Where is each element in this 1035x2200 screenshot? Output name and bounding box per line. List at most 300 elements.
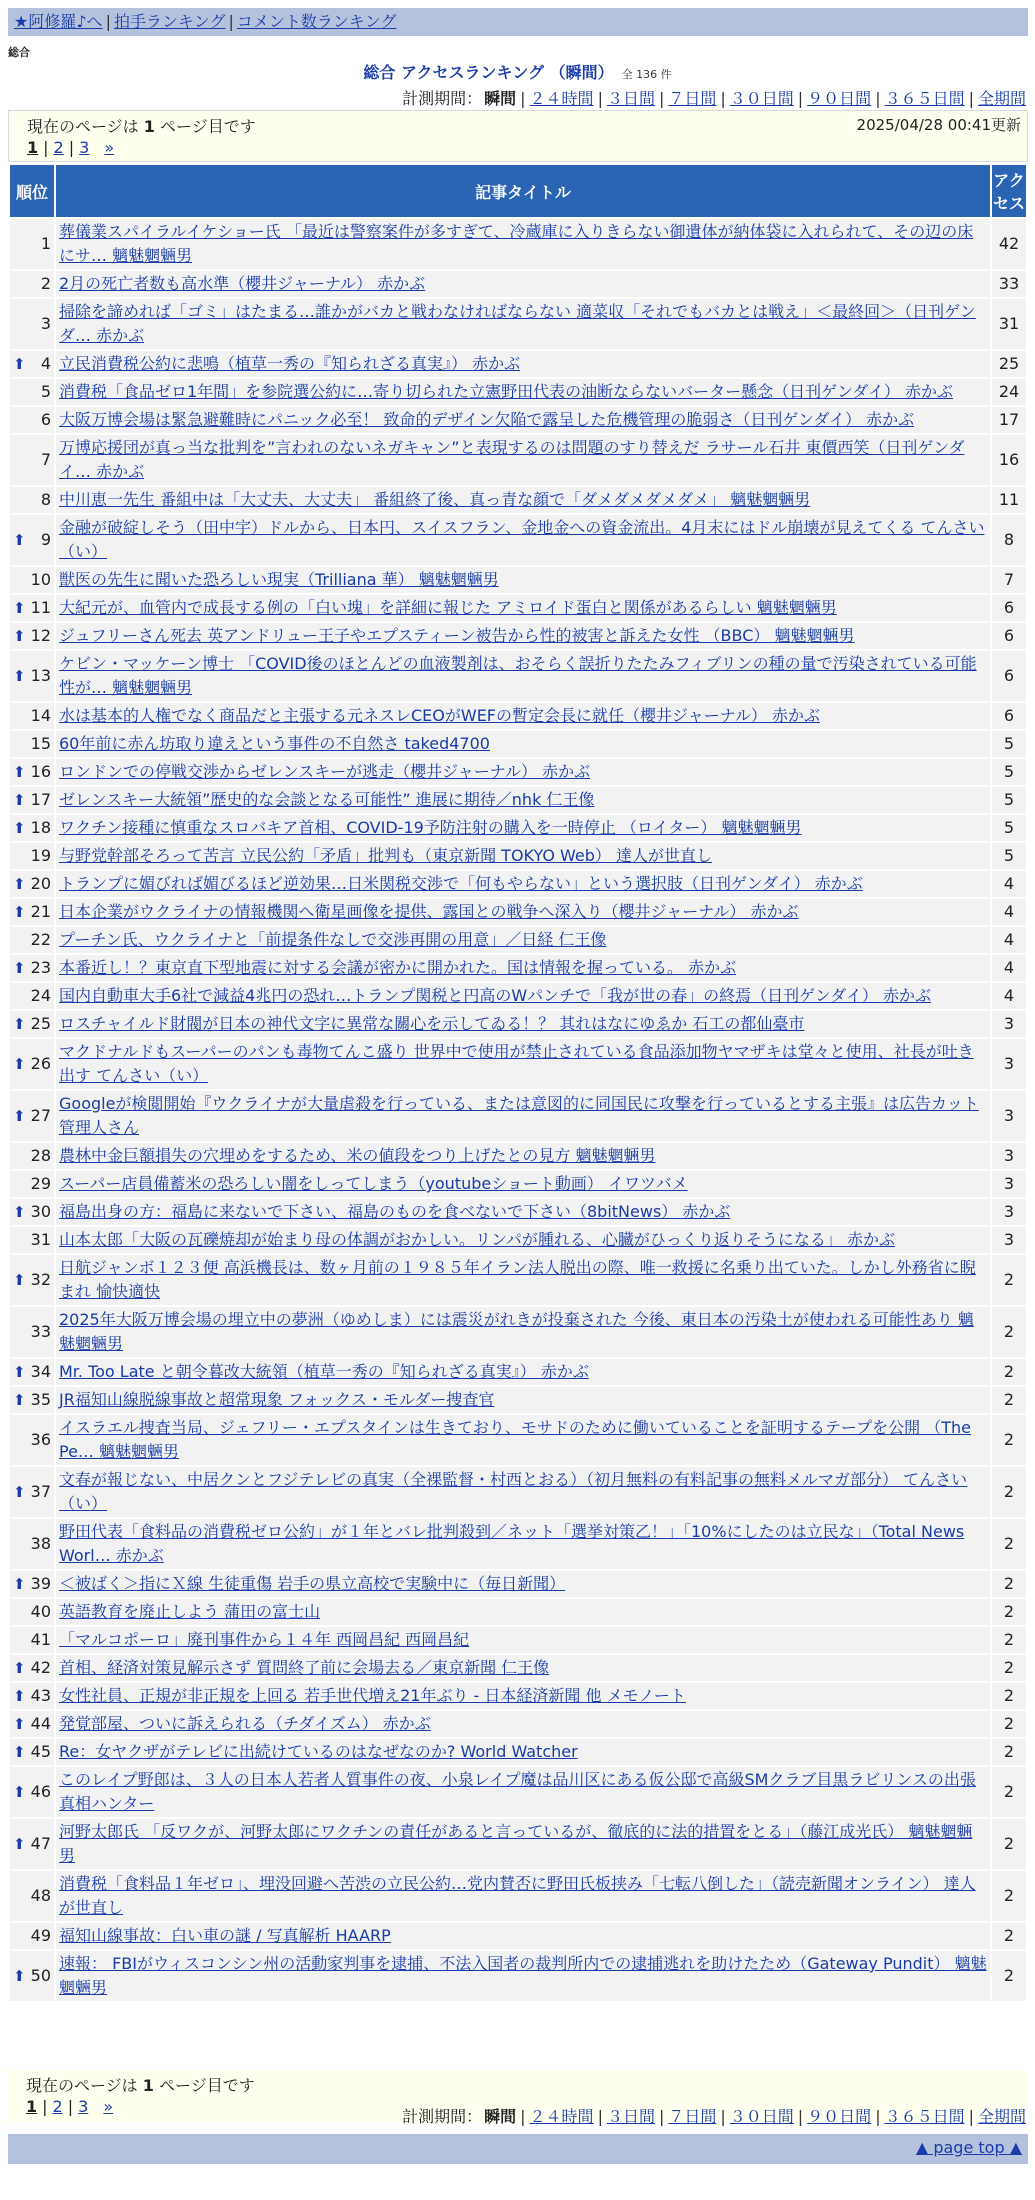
rank-number: 31: [30, 1230, 51, 1249]
table-row: [10, 1091, 1026, 1141]
title-cell: [56, 1627, 990, 1653]
rank-cell: [10, 595, 54, 621]
page-link-2[interactable]: 2: [52, 2097, 63, 2116]
article-link[interactable]: 福知山線事故：白い車の謎 / 写真解析 HAARP: [59, 1926, 391, 1945]
article-link[interactable]: 英語教育を廃止しよう 蒲田の富士山: [59, 1602, 321, 1621]
table-row: [10, 1599, 1026, 1625]
page-current: 1: [27, 138, 39, 157]
table-row: [10, 1519, 1026, 1569]
access-count: 2: [992, 1467, 1026, 1517]
article-link[interactable]: 「マルコポーロ」廃刊事件から１４年 西岡昌紀 西岡昌紀: [59, 1630, 470, 1649]
access-count: 2: [992, 1655, 1026, 1681]
title-cell: [56, 1359, 990, 1385]
rank-up-arrow-icon: ⬆: [13, 1783, 26, 1801]
rank-number: 33: [30, 1322, 51, 1341]
rank-up-arrow-icon: ⬆: [13, 1363, 26, 1381]
period-link-365d[interactable]: ３６５日間: [884, 89, 965, 108]
article-link[interactable]: 本番近し！？東京直下型地震に対する会議が密かに開かれた。国は情報を握っている。 赤かぶ: [59, 958, 737, 977]
rank-number: 26: [30, 1054, 51, 1073]
rank-number: 7: [40, 450, 51, 469]
updated-timestamp: 2025/04/28 00:41更新: [856, 116, 1021, 134]
title-cell: [56, 1923, 990, 1949]
title-cell: [56, 1871, 990, 1921]
pager-top: [8, 110, 1028, 162]
access-count: 2: [992, 1711, 1026, 1737]
rank-cell: [10, 1415, 54, 1465]
title-cell: [56, 567, 990, 593]
rank-up-arrow-icon: ⬆: [13, 1835, 26, 1853]
article-link[interactable]: 万博応援団が真っ当な批判を”言われのないネガキャン”と表現するのは問題のすり替えだ ラサール石井 東價西笑（日刊ゲンダイ… 赤かぶ: [59, 438, 965, 481]
access-count: 2: [992, 1683, 1026, 1709]
access-count: 3: [992, 1011, 1026, 1037]
comment-ranking-link[interactable]: コメント数ランキング: [236, 12, 397, 31]
title-cell: [56, 1951, 990, 2001]
access-count: 5: [992, 843, 1026, 869]
article-link[interactable]: 日本企業がウクライナの情報機関へ衛星画像を提供、露国との戦争へ深入り（櫻井ジャーナル） 赤かぶ: [59, 902, 799, 921]
article-link[interactable]: Googleが検閲開始『ウクライナが大量虐殺を行っている、または意図的に同国民に攻撃を行っているとする主張』は広告カット 管理人さん: [59, 1094, 979, 1137]
table-row: [10, 487, 1026, 513]
title-cell: [56, 759, 990, 785]
table-row: [10, 1819, 1026, 1869]
rank-number: 9: [40, 530, 51, 549]
table-row: [10, 435, 1026, 485]
period-link-90d[interactable]: ９０日間: [807, 2107, 872, 2126]
access-count: 33: [992, 271, 1026, 297]
title-cell: [56, 1655, 990, 1681]
access-count: 2: [992, 1415, 1026, 1465]
period-current: 瞬間: [484, 2107, 517, 2126]
period-selector-bottom: 計測期間： 瞬間 | ２４時間 | ３日間 | ７日間 | ３０日間 | ９０日間 | ３６５日間 | 全期間: [402, 2107, 1026, 2126]
article-link[interactable]: 金融が破綻しそう（田中宇）ドルから、日本円、スイスフラン、金地金への資金流出。4月末にはドル崩壊が見えてくる てんさい（い）: [59, 518, 985, 561]
rank-up-arrow-icon: ⬆: [13, 355, 26, 373]
page-title-text: 総合 アクセスランキング （瞬間）: [363, 63, 614, 82]
rank-number: 29: [30, 1174, 51, 1193]
rank-number: 40: [30, 1602, 51, 1621]
period-link-90d[interactable]: ９０日間: [807, 89, 872, 108]
article-link[interactable]: ロンドンでの停戦交渉からゼレンスキーが逃走（櫻井ジャーナル） 赤かぶ: [59, 762, 591, 781]
table-row: [10, 407, 1026, 433]
access-count: 2: [992, 1359, 1026, 1385]
rank-number: 2: [40, 274, 51, 293]
title-cell: [56, 1711, 990, 1737]
table-header-row: [10, 165, 1026, 217]
access-count: 2: [992, 1739, 1026, 1765]
period-link-all[interactable]: 全期間: [977, 89, 1026, 108]
title-cell: [56, 219, 990, 269]
article-link[interactable]: 掃除を諦めれば「ゴミ」はたまる…誰かがバカと戦わなければならない 適菜収「それでもバカとは戦え」＜最終回＞（日刊ゲンダ… 赤かぶ: [59, 302, 976, 345]
title-cell: [56, 815, 990, 841]
rank-cell: [10, 759, 54, 785]
rank-cell: [10, 567, 54, 593]
period-link-365d[interactable]: ３６５日間: [884, 2107, 965, 2126]
table-row: [10, 1171, 1026, 1197]
rank-cell: [10, 299, 54, 349]
article-link[interactable]: 首相、経済対策見解示さず 質問終了前に会場去る／東京新聞 仁王像: [59, 1658, 550, 1677]
rank-number: 39: [30, 1574, 51, 1593]
table-row: [10, 1571, 1026, 1597]
article-link[interactable]: Mr. Too Late と朝令暮改大統領（植草一秀の『知られざる真実』） 赤かぶ: [59, 1362, 589, 1381]
title-cell: [56, 1143, 990, 1169]
table-row: [10, 1039, 1026, 1089]
title-cell: [56, 703, 990, 729]
title-cell: [56, 1683, 990, 1709]
access-column-header: アクセス: [992, 165, 1026, 217]
title-cell: [56, 1227, 990, 1253]
article-link[interactable]: 葬儀業スパイラルイケショー氏 「最近は警察案件が多すぎて、冷蔵庫に入りきらない御遺体が納体袋に入れられて、その辺の床にサ… 魑魅魍魎男: [59, 222, 974, 265]
rank-number: 16: [30, 762, 51, 781]
title-cell: [56, 1415, 990, 1465]
rank-number: 14: [30, 706, 51, 725]
title-cell: [56, 1819, 990, 1869]
article-link[interactable]: スーパー店員備蓄米の恐ろしい闇をしってしまう（youtubeショート動画） イワツバメ: [59, 1174, 688, 1193]
page-link-3[interactable]: 3: [79, 138, 90, 157]
title-cell: [56, 379, 990, 405]
rank-up-arrow-icon: ⬆: [13, 1107, 26, 1125]
article-link[interactable]: 獣医の先生に聞いた恐ろしい現実（Trilliana 華） 魑魅魍魎男: [59, 570, 499, 589]
rank-cell: [10, 1387, 54, 1413]
access-count: 3: [992, 1091, 1026, 1141]
period-label: 計測期間：: [402, 89, 483, 108]
access-count: 5: [992, 731, 1026, 757]
clap-ranking-link[interactable]: 拍手ランキング: [113, 12, 226, 31]
rank-cell: [10, 623, 54, 649]
page-top-link[interactable]: ▲ page top ▲: [915, 2138, 1022, 2157]
page-link-2[interactable]: 2: [53, 138, 64, 157]
title-cell: [56, 651, 990, 701]
rank-number: 34: [30, 1362, 51, 1381]
rank-up-arrow-icon: ⬆: [13, 903, 26, 921]
period-current: 瞬間: [484, 89, 517, 108]
access-count: 42: [992, 219, 1026, 269]
rank-up-arrow-icon: ⬆: [13, 875, 26, 893]
rank-cell: [10, 1655, 54, 1681]
access-count: 5: [992, 759, 1026, 785]
access-count: 2: [992, 1923, 1026, 1949]
article-link[interactable]: 与野党幹部そろって苦言 立民公約「矛盾」批判も（東京新聞 TOKYO Web） 達人が世直し: [59, 846, 713, 865]
rank-cell: [10, 787, 54, 813]
rank-number: 49: [30, 1926, 51, 1945]
rank-number: 8: [40, 490, 51, 509]
rank-up-arrow-icon: ⬆: [13, 1575, 26, 1593]
title-cell: [56, 299, 990, 349]
article-link[interactable]: トランプに媚びれば媚びるほど逆効果…日米関税交渉で「何もやらない」という選択肢（日刊ゲンダイ） 赤かぶ: [59, 874, 863, 893]
table-row: [10, 759, 1026, 785]
rank-number: 17: [30, 790, 51, 809]
page-links: 1 | 2 | 3 »: [26, 2097, 114, 2116]
table-row: [10, 351, 1026, 377]
rank-number: 45: [30, 1742, 51, 1761]
rank-number: 24: [30, 986, 51, 1005]
article-link[interactable]: 文春が報じない、中居クンとフジテレビの真実（全裸監督・村西とおる）（初月無料の有料記事の無料メルマガ部分） てんさい（い）: [59, 1470, 968, 1513]
rank-cell: [10, 843, 54, 869]
rank-cell: [10, 1819, 54, 1869]
article-link[interactable]: 立民消費税公約に悲鳴（植草一秀の『知られざる真実』） 赤かぶ: [59, 354, 521, 373]
article-link[interactable]: プーチン氏、ウクライナと「前提条件なしで交渉再開の用意」／日経 仁王像: [59, 930, 607, 949]
article-link[interactable]: 農林中金巨額損失の穴埋めをするため、米の値段をつり上げたとの見方 魑魅魍魎男: [59, 1146, 656, 1165]
article-link[interactable]: 日航ジャンボ１２３便 高浜機長は、数ヶ月前の１９８５年イラン法人脱出の際、唯一救援に名乗り出ていた。しかし外務省に睨まれ 愉快適快: [59, 1258, 976, 1301]
table-row: [10, 927, 1026, 953]
rank-cell: [10, 899, 54, 925]
access-count: 3: [992, 1199, 1026, 1225]
current-page-text: 現在のページは 1 ページ目です: [26, 2076, 255, 2095]
table-row: [10, 1387, 1026, 1413]
rank-up-arrow-icon: ⬆: [13, 1659, 26, 1677]
top-navigation-bar: [8, 8, 1028, 36]
rank-number: 13: [30, 666, 51, 685]
rank-up-arrow-icon: ⬆: [13, 1203, 26, 1221]
table-row: [10, 1683, 1026, 1709]
period-label: 計測期間：: [402, 2107, 483, 2126]
title-cell: [56, 623, 990, 649]
rank-cell: [10, 1571, 54, 1597]
article-link[interactable]: 水は基本的人権でなく商品だと主張する元ネスレCEOがWEFの暫定会長に就任（櫻井ジャーナル） 赤かぶ: [59, 706, 820, 725]
rank-number: 42: [30, 1658, 51, 1677]
rank-number: 23: [30, 958, 51, 977]
title-cell: [56, 1571, 990, 1597]
access-count: 2: [992, 1627, 1026, 1653]
table-row: [10, 379, 1026, 405]
nav-separator: |: [228, 12, 234, 31]
article-link[interactable]: 速報： FBIがウィスコンシン州の活動家判事を逮捕、不法入国者の裁判所内での逮捕逃れを助けたため（Gateway Pundit） 魑魅魍魎男: [59, 1954, 987, 1997]
article-link[interactable]: 消費税「食品ゼロ1年間」を参院選公約に…寄り切られた立憲野田代表の油断ならないバーター懸念（日刊ゲンダイ） 赤かぶ: [59, 382, 953, 401]
rank-number: 12: [30, 626, 51, 645]
article-link[interactable]: 2025年大阪万博会場の埋立中の夢洲（ゆめしま）には震災がれきが投棄された 今後、東日本の汚染土が使われる可能性あり 魑魅魍魎男: [59, 1310, 974, 1353]
title-cell: [56, 1739, 990, 1765]
access-count: 6: [992, 651, 1026, 701]
title-cell: [56, 1467, 990, 1517]
rank-cell: [10, 1359, 54, 1385]
rank-cell: [10, 1091, 54, 1141]
page-link-next[interactable]: »: [104, 138, 115, 157]
period-link-3d[interactable]: ３日間: [606, 89, 655, 108]
rank-up-arrow-icon: ⬆: [13, 1687, 26, 1705]
ranking-table: [8, 163, 1028, 2003]
article-link[interactable]: ジュフリーさん死去 英アンドリュー王子やエプスティーン被告から性的被害と訴えた女性 （BBC） 魑魅魍魎男: [59, 626, 855, 645]
table-row: [10, 843, 1026, 869]
title-cell: [56, 515, 990, 565]
title-cell: [56, 1387, 990, 1413]
title-cell: [56, 843, 990, 869]
title-cell: [56, 927, 990, 953]
rank-up-arrow-icon: ⬆: [13, 627, 26, 645]
rank-number: 37: [30, 1482, 51, 1501]
rank-up-arrow-icon: ⬆: [13, 667, 26, 685]
table-row: [10, 899, 1026, 925]
period-link-7d[interactable]: ７日間: [668, 2107, 717, 2126]
table-row: [10, 515, 1026, 565]
article-link[interactable]: 中川恵一先生 番組中は「大丈夫、大丈夫」 番組終了後、真っ青な顔で「ダメダメダメダメ」 魑魅魍魎男: [59, 490, 811, 509]
rank-number: 4: [40, 354, 51, 373]
rank-number: 15: [30, 734, 51, 753]
access-count: 25: [992, 351, 1026, 377]
table-row: [10, 651, 1026, 701]
rank-up-arrow-icon: ⬆: [13, 599, 26, 617]
article-link[interactable]: ＜被ばく＞指にＸ線 生徒重傷 岩手の県立高校で実験中に（毎日新聞）: [59, 1574, 566, 1593]
rank-up-arrow-icon: ⬆: [13, 1391, 26, 1409]
rank-number: 18: [30, 818, 51, 837]
table-row: [10, 1767, 1026, 1817]
title-cell: [56, 871, 990, 897]
title-cell: [56, 787, 990, 813]
rank-number: 48: [30, 1886, 51, 1905]
table-row: [10, 219, 1026, 269]
rank-cell: [10, 1519, 54, 1569]
rank-column-header: 順位: [10, 165, 54, 217]
rank-up-arrow-icon: ⬆: [13, 1055, 26, 1073]
title-cell: [56, 1171, 990, 1197]
rank-number: 36: [30, 1430, 51, 1449]
rank-number: 28: [30, 1146, 51, 1165]
rank-cell: [10, 927, 54, 953]
rank-up-arrow-icon: ⬆: [13, 1483, 26, 1501]
article-link[interactable]: 大阪万博会場は緊急避難時にパニック必至！ 致命的デザイン欠陥で露呈した危機管理の脆弱さ（日刊ゲンダイ） 赤かぶ: [59, 410, 915, 429]
page-link-3[interactable]: 3: [78, 2097, 89, 2116]
rank-cell: [10, 815, 54, 841]
rank-cell: [10, 1871, 54, 1921]
table-row: [10, 1359, 1026, 1385]
rank-cell: [10, 1143, 54, 1169]
title-cell: [56, 1599, 990, 1625]
rank-number: 3: [40, 314, 51, 333]
article-link[interactable]: イスラエル捜査当局、ジェフリー・エプスタインは生きており、モサドのために働いていることを証明するテープを公開 （The Pe… 魑魅魍魎男: [59, 1418, 971, 1461]
access-count: 4: [992, 955, 1026, 981]
rank-number: 21: [30, 902, 51, 921]
table-row: [10, 1307, 1026, 1357]
title-cell: [56, 955, 990, 981]
table-row: [10, 1655, 1026, 1681]
table-row: [10, 955, 1026, 981]
access-count: 2: [992, 1951, 1026, 2001]
title-cell: [56, 435, 990, 485]
rank-cell: [10, 1199, 54, 1225]
title-cell: [56, 407, 990, 433]
article-link[interactable]: 野田代表「食料品の消費税ゼロ公約」が１年とバレ批判殺到／ネット「選挙対策乙！」「10%にしたのは立民な」（Total News Worl… 赤かぶ: [59, 1522, 965, 1565]
rank-cell: [10, 1767, 54, 1817]
article-link[interactable]: 河野太郎氏 「反ワクが、河野太郎にワクチンの責任があると言っているが、徹底的に法的措置をとる」（藤江成光氏） 魑魅魍魎男: [59, 1822, 973, 1865]
article-link[interactable]: 60年前に赤ん坊取り違えという事件の不自然さ taked4700: [59, 734, 490, 753]
period-link-30d[interactable]: ３０日間: [729, 2107, 794, 2126]
title-cell: [56, 899, 990, 925]
table-row: [10, 1143, 1026, 1169]
article-link[interactable]: このレイプ野郎は、３人の日本人若者人質事件の夜、小泉レイプ魔は品川区にある仮公邸で高級SMクラブ目黒ラビリンスの出張 真相ハンター: [59, 1770, 976, 1813]
article-link[interactable]: マクドナルドもスーパーのパンも毒物てんこ盛り 世界中で使用が禁止されている食品添加物ヤマザキは堂々と使用、社長が吐き出す てんさい（い）: [59, 1042, 974, 1085]
rank-cell: [10, 219, 54, 269]
article-link[interactable]: ワクチン接種に慎重なスロバキア首相、COVID-19予防注射の購入を一時停止 （ロイター） 魑魅魍魎男: [59, 818, 802, 837]
table-row: [10, 1227, 1026, 1253]
period-link-7d[interactable]: ７日間: [668, 89, 717, 108]
table-row: [10, 731, 1026, 757]
article-link[interactable]: 2月の死亡者数も高水準（櫻井ジャーナル） 赤かぶ: [59, 274, 426, 293]
title-cell: [56, 1767, 990, 1817]
article-link[interactable]: 大紀元が、血管内で成長する例の「白い塊」を詳細に報じた アミロイド蛋白と関係があるらしい 魑魅魍魎男: [59, 598, 837, 617]
article-link[interactable]: 女性社員、正規が非正規を上回る 若手世代増え21年ぶり - 日本経済新聞 他 メモノート: [59, 1686, 686, 1705]
title-column-header: 記事タイトル: [56, 165, 990, 217]
access-count: 31: [992, 299, 1026, 349]
table-row: [10, 1627, 1026, 1653]
table-row: [10, 299, 1026, 349]
access-count: 8: [992, 515, 1026, 565]
title-cell: [56, 351, 990, 377]
article-link[interactable]: 山本太郎「大阪の瓦礫焼却が始まり母の体調がおかしい。リンパが腫れる、心臓がひっくり返りそうになる」 赤かぶ: [59, 1230, 895, 1249]
period-link-all[interactable]: 全期間: [977, 2107, 1026, 2126]
rank-up-arrow-icon: ⬆: [13, 959, 26, 977]
article-link[interactable]: 消費税「食料品１年ゼロ」、埋没回避へ苦渋の立民公約…党内賛否に野田氏板挟み「七転八倒した」（読売新聞オンライン） 達人が世直し: [59, 1874, 976, 1917]
article-link[interactable]: JR福知山線脱線事故と超常現象 フォックス・モルダー捜査官: [59, 1390, 495, 1409]
rank-number: 1: [40, 234, 51, 253]
article-link[interactable]: ケビン・マッケーン博士 「COVID後のほとんどの血液製剤は、おそらく誤折りたたみフィブリンの種の量で汚染されている可能性が… 魑魅魍魎男: [59, 654, 977, 697]
access-count: 2: [992, 1255, 1026, 1305]
article-link[interactable]: 福島出身の方：福島に来ないで下さい、福島のものを食べないで下さい（8bitNews） 赤かぶ: [59, 1202, 731, 1221]
access-count: 11: [992, 487, 1026, 513]
table-row: [10, 1255, 1026, 1305]
article-link[interactable]: Re：女ヤクザがテレビに出続けているのはなぜなのか? World Watcher: [59, 1742, 578, 1761]
period-link-3d[interactable]: ３日間: [606, 2107, 655, 2126]
period-link-24h[interactable]: ２４時間: [529, 2107, 594, 2126]
article-link[interactable]: ゼレンスキー大統領”歴史的な会談となる可能性” 進展に期待／nhk 仁王像: [59, 790, 595, 809]
page-link-next[interactable]: »: [103, 2097, 114, 2116]
rank-cell: [10, 1627, 54, 1653]
article-link[interactable]: 発覚部屋、ついに訴えられる（チダイズム） 赤かぶ: [59, 1714, 431, 1733]
access-count: 5: [992, 815, 1026, 841]
title-cell: [56, 1307, 990, 1357]
rank-number: 19: [30, 846, 51, 865]
rank-number: 6: [40, 410, 51, 429]
access-count: 7: [992, 567, 1026, 593]
rank-cell: [10, 955, 54, 981]
rank-number: 5: [40, 382, 51, 401]
access-count: 3: [992, 1171, 1026, 1197]
period-link-24h[interactable]: ２４時間: [529, 89, 594, 108]
article-link[interactable]: 国内自動車大手6社で減益4兆円の恐れ…トランプ関税と円高のWパンチで「我が世の春」の終焉（日刊ゲンダイ） 赤かぶ: [59, 986, 931, 1005]
rank-cell: [10, 1951, 54, 2001]
rank-cell: [10, 1467, 54, 1517]
table-row: [10, 1923, 1026, 1949]
access-count: 6: [992, 595, 1026, 621]
title-cell: [56, 1039, 990, 1089]
rank-cell: [10, 1923, 54, 1949]
table-row: [10, 815, 1026, 841]
rank-up-arrow-icon: ⬆: [13, 1715, 26, 1733]
rank-up-arrow-icon: ⬆: [13, 1967, 26, 1985]
article-link[interactable]: ロスチャイルド財閥が日本の神代文字に異常な關心を示してゐる！？ 其れはなにゆゑか 石工の都仙臺市: [59, 1014, 805, 1033]
title-cell: [56, 271, 990, 297]
rank-up-arrow-icon: ⬆: [13, 819, 26, 837]
rank-cell: [10, 1599, 54, 1625]
rank-cell: [10, 1255, 54, 1305]
access-count: 2: [992, 1519, 1026, 1569]
access-count: 6: [992, 623, 1026, 649]
rank-cell: [10, 703, 54, 729]
title-cell: [56, 487, 990, 513]
access-count: 17: [992, 407, 1026, 433]
period-link-30d[interactable]: ３０日間: [729, 89, 794, 108]
rank-cell: [10, 1227, 54, 1253]
title-cell: [56, 1091, 990, 1141]
rank-up-arrow-icon: ⬆: [13, 1743, 26, 1761]
rank-cell: [10, 271, 54, 297]
rank-up-arrow-icon: ⬆: [13, 791, 26, 809]
home-link[interactable]: ★阿修羅♪へ: [14, 12, 103, 31]
title-cell: [56, 1199, 990, 1225]
rank-cell: [10, 351, 54, 377]
table-row: [10, 1871, 1026, 1921]
table-row: [10, 1011, 1026, 1037]
rank-number: 32: [30, 1270, 51, 1289]
page-links: 1 | 2 | 3 »: [27, 138, 115, 157]
rank-cell: [10, 1011, 54, 1037]
table-row: [10, 1951, 1026, 2001]
rank-number: 44: [30, 1714, 51, 1733]
